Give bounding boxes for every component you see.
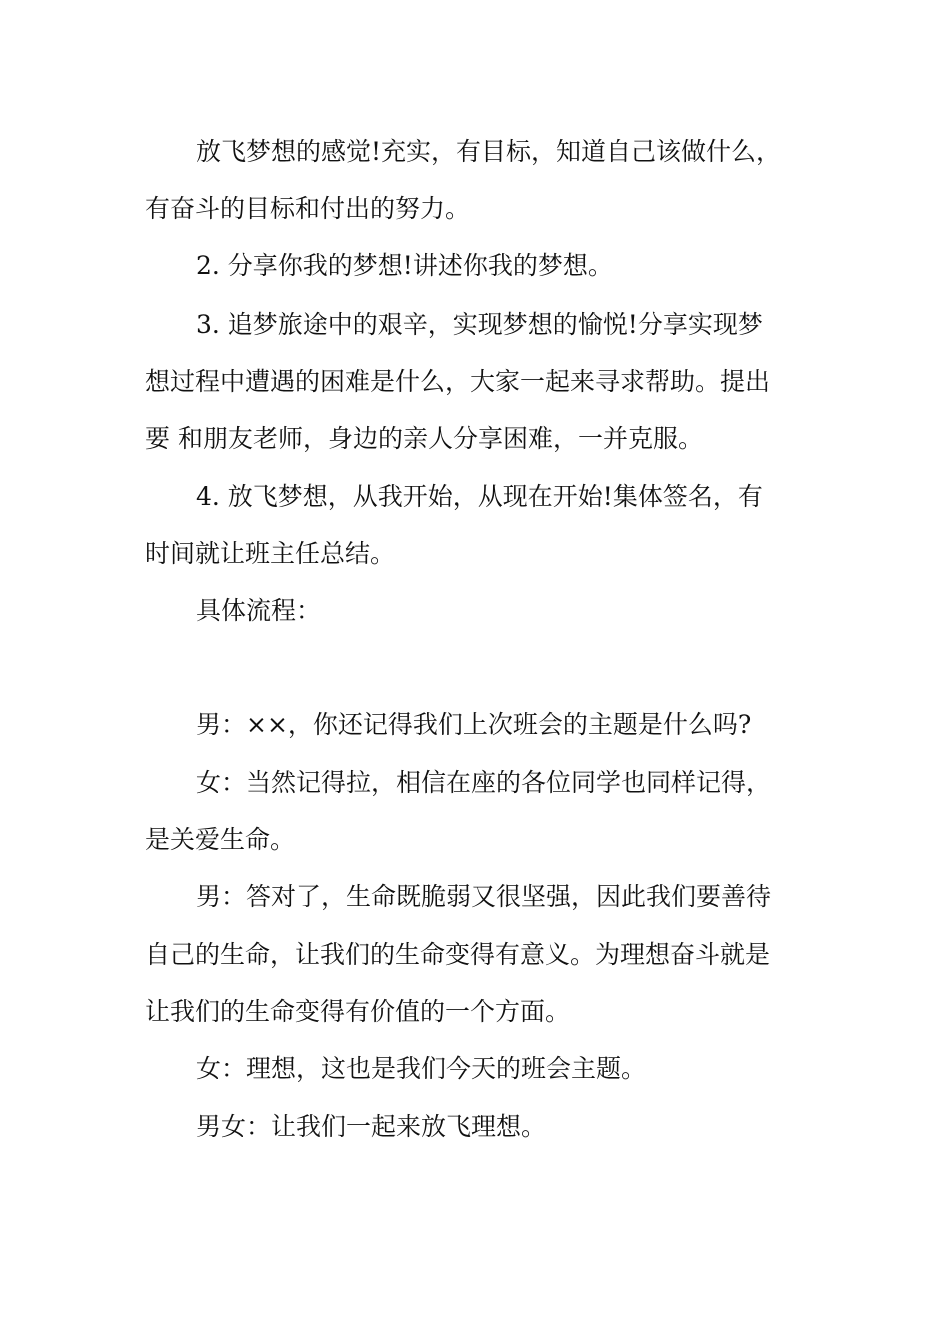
- dialogue-line: 自己的生命，让我们的生命变得有意义。为理想奋斗就是: [145, 940, 771, 969]
- text-line: 想过程中遭遇的困难是什么，大家一起来寻求帮助。提出: [145, 367, 771, 396]
- dialogue-line: 女：理想，这也是我们今天的班会主题。: [196, 1054, 647, 1083]
- dialogue-line: 男：××，你还记得我们上次班会的主题是什么吗?: [196, 710, 752, 739]
- dialogue-line: 男：答对了，生命既脆弱又很坚强，因此我们要善待: [196, 882, 772, 911]
- text-line: 4. 放飞梦想，从我开始，从现在开始!集体签名，有: [196, 482, 763, 511]
- text-line: 有奋斗的目标和付出的努力。: [145, 194, 471, 223]
- dialogue-line: 让我们的生命变得有价值的一个方面。: [145, 997, 571, 1026]
- text-line: 放飞梦想的感觉!充实，有目标，知道自己该做什么，: [196, 137, 782, 166]
- dialogue-line: 女：当然记得拉，相信在座的各位同学也同样记得，: [196, 768, 772, 797]
- text-line: 要 和朋友老师，身边的亲人分享困难，一并克服。: [145, 424, 703, 453]
- section-heading: 具体流程：: [196, 596, 322, 625]
- dialogue-line: 是关爱生命。: [145, 825, 296, 854]
- text-line: 2. 分享你我的梦想!讲述你我的梦想。: [196, 251, 613, 280]
- text-line: 3. 追梦旅途中的艰辛，实现梦想的愉悦!分享实现梦: [196, 310, 763, 339]
- dialogue-line: 男女：让我们一起来放飞理想。: [196, 1112, 547, 1141]
- text-line: 时间就让班主任总结。: [145, 539, 396, 568]
